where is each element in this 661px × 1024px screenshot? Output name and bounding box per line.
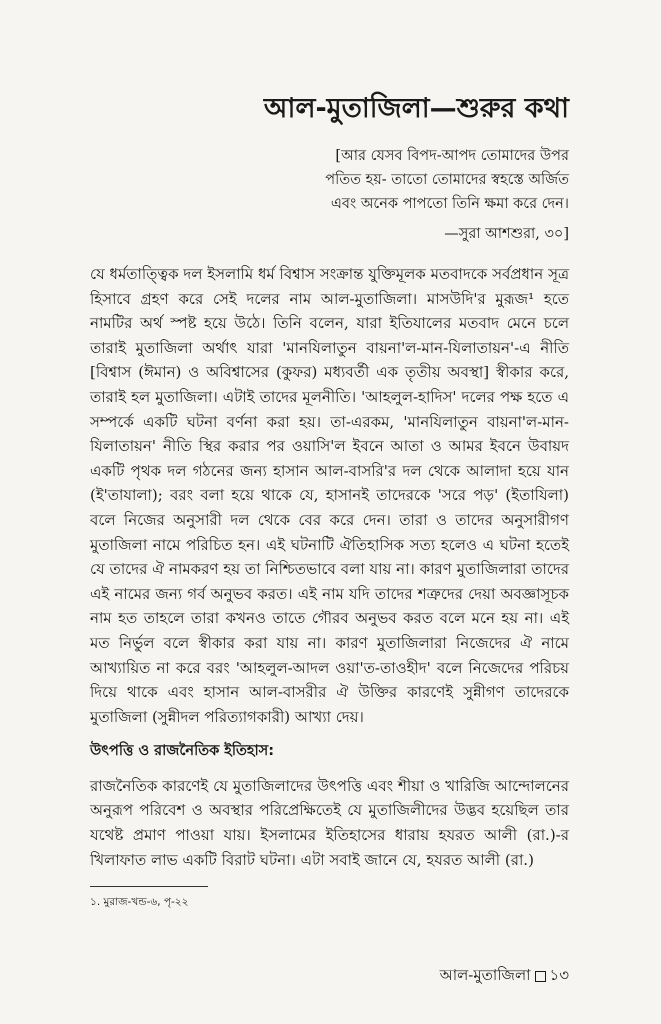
page-number: ১৩ [549,966,569,984]
body-text [90,262,569,872]
section-paragraph: রাজনৈতিক কারণেই যে মুতাজিলাদের উৎপত্তি এবং শীয়া ও খারিজি আন্দোলনের অনুরূপ পরিবেশ ও অবস্থার পরিপ্রেক্ষিতেই যে মুতাজিলীদের উদ্ভব হয়েছিল তার যথেষ্ট প্রমাণ পাওয়া যায়। ইসলামের ইতিহাসের ধারায় হযরত আলী (রা.)-র খিলাফাত লাভ একটি বিরাট ঘটনা। এটা সবাই জানে যে, হযরত আলী (রা.) [90,776,569,869]
body-paragraph: যে ধর্মতাত্ত্বিক দল ইসলামি ধর্ম বিশ্বাস সংক্রান্ত যুক্তিমূলক মতবাদকে সর্বপ্রধান সূত্র হিসাবে গ্রহণ করে সেই দলের নাম আল-মুতাজিলা। মাসউদি'র মুরূজ¹ হতে নামটির অর্থ স্পষ্ট হয়ে উঠে। তিনি বলেন, যারা ইতিযালের মতবাদ মেনে চলে তারাই মুতাজিলা অর্থাৎ যারা 'মানযিলাতুন বায়না'ল-মান-যিলাতায়ন'-এ নীতি [বিশ্বাস (ঈমান) ও অবিশ্বাসের (কুফর) মধ্যবর্তী এক তৃতীয় অবস্থা] স্বীকার করে, তারাই হল মুতাজিলা। এটাই তাদের মূলনীতি। 'আহলুল-হাদিস' দলের পক্ষ হতে এ সম্পর্কে একটি ঘটনা বর্ণনা করা হয়। তা-এরকম, 'মানযিলাতুন বায়না'ল-মান-যিলাতায়ন' নীতি স্থির করার পর ওয়াসি'ল ইবনে আতা ও আমর ইবনে উবায়দ একটি পৃথক দল গঠনের জন্য হাসান আল-বাসরি'র দল থেকে আলাদা হয়ে যান (ই'তাযালা); বরং বলা হয়ে থাকে যে, হাসানই তাদেরকে 'সরে পড়' (ইতাযিলা) বলে নিজের অনুসারী দল থেকে বের করে দেন। তারা ও তাদের অনুসারীগণ মুতাজিলা নামে পরিচিত হন। এই ঘটনাটি ঐতিহাসিক সত্য হলেও এ ঘটনা হতেই যে তাদের ঐ নামকরণ হয় তা নিশ্চিতভাবে বলা যায় না। কারণ মুতাজিলারা তাদের এই নামের জন্য গর্ব অনুভব করত। এই নাম যদি তাদের শত্রুদের দেয়া অবজ্ঞাসূচক নাম হত তাহলে তারা কখনও তাতে গৌরব অনুভব করত বলে মনে হয় না। এই মত নির্ভুল বলে স্বীকার করা যায় না। কারণ মুতাজিলারা নিজেদের ঐ নামে আখ্যায়িত না করে বরং 'আহলুল-আদল ওয়া'ত-তাওহীদ' বলে নিজেদের পরিচয় দিয়ে থাকে এবং হাসান আল-বাসরীর ঐ উক্তির কারণেই সুন্নীগণ তাদেরকে মুতাজিলা (সুন্নীদল পরিত্যাগকারী) আখ্যা দেয়। [90,265,569,726]
box-separator-icon [535,971,546,982]
epigraph-source: —সুরা আশশুরা, ৩০] [444,226,569,242]
section-heading: উৎপত্তি ও রাজনৈতিক ইতিহাস: [90,743,275,760]
epigraph-quote [229,144,569,246]
running-title: আল-মুতাজিলা [439,966,531,984]
epigraph-line: [আর যেসব বিপদ-আপদ তোমাদের উপর [335,148,569,164]
epigraph-line: এবং অনেক পাপতো তিনি ক্ষমা করে দেন। [330,196,569,212]
footnote-divider [90,886,208,887]
footnote: ১. মুরাজ-খন্ড-৬, পৃ-২২ [90,896,189,908]
chapter-title: আল-মুতাজিলা—শুরুর কথা [263,93,569,124]
epigraph-line: পতিত হয়- তাতো তোমাদের স্বহস্তে অর্জিত [325,172,569,188]
running-footer [440,964,569,989]
